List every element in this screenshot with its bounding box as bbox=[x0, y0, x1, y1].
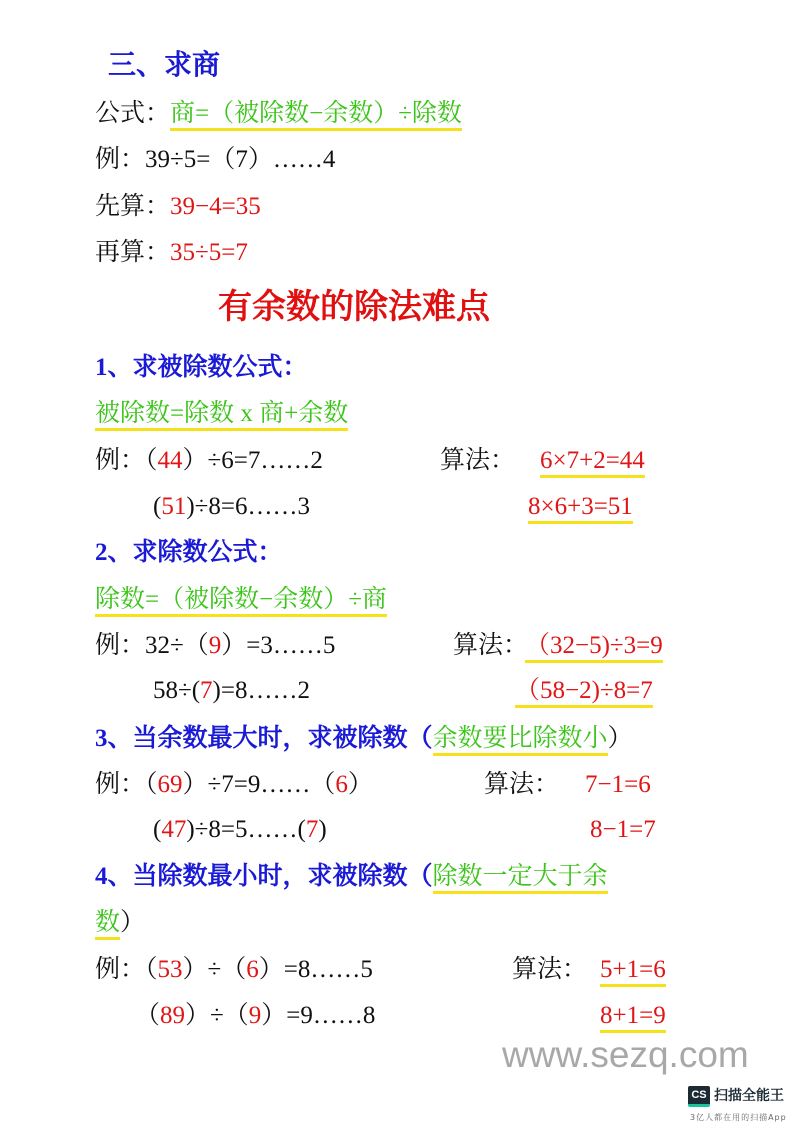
answer: 69 bbox=[157, 771, 183, 798]
text: 58÷( bbox=[153, 677, 201, 704]
calc bbox=[540, 445, 645, 477]
text: 例：32÷（ bbox=[95, 632, 209, 659]
answer: 6 bbox=[335, 771, 348, 798]
answer: 9 bbox=[248, 1002, 262, 1029]
answer: 53 bbox=[157, 956, 183, 983]
step2-line bbox=[95, 237, 248, 269]
heading: 3、当余数最大时，求被除数（ bbox=[95, 725, 433, 752]
calc bbox=[515, 675, 653, 707]
text: ）÷6=7……2 bbox=[182, 447, 323, 474]
formula-line bbox=[95, 98, 462, 130]
watermark-site: www.sezq.com bbox=[502, 1034, 749, 1075]
part2-example1 bbox=[95, 630, 335, 662]
answer: 89 bbox=[160, 1002, 186, 1029]
method-label: 算法： bbox=[512, 956, 588, 983]
text: ）=9……8 bbox=[261, 1002, 376, 1029]
part2-example2 bbox=[153, 675, 310, 707]
calc-text: （32−5)÷3=9 bbox=[525, 632, 663, 663]
calc bbox=[600, 954, 666, 986]
part1-formula bbox=[95, 398, 348, 430]
camscanner-logo-icon: CS bbox=[688, 1086, 710, 1107]
text: 例：（ bbox=[95, 771, 158, 798]
answer: 6 bbox=[246, 956, 259, 983]
part4-example2 bbox=[135, 1000, 375, 1032]
text: )÷8=6……3 bbox=[186, 493, 310, 520]
part1-example1 bbox=[95, 445, 323, 477]
label: 先算： bbox=[95, 193, 171, 220]
answer: 7 bbox=[200, 677, 213, 704]
calc bbox=[528, 491, 633, 523]
text: ）÷（ bbox=[185, 1002, 249, 1029]
formula: 除数=（被除数−余数）÷商 bbox=[95, 586, 387, 617]
note: 除数一定大于余 bbox=[433, 863, 608, 894]
quotient-formula: 商=（被除数−余数）÷除数 bbox=[170, 100, 462, 131]
calc bbox=[525, 630, 663, 662]
part1-heading: 1、求被除数公式： bbox=[95, 354, 308, 381]
brand-name: 扫描全能王 bbox=[714, 1088, 784, 1104]
text: ）=8……5 bbox=[258, 956, 373, 983]
part4-example1 bbox=[95, 954, 373, 986]
calc: 8−1=7 bbox=[590, 816, 656, 843]
step1: 39−4=35 bbox=[170, 193, 261, 220]
label: 再算： bbox=[95, 239, 171, 266]
formula: 被除数=除数 x 商+余数 bbox=[95, 400, 348, 431]
answer: 7 bbox=[305, 816, 319, 843]
text: )=8……2 bbox=[212, 677, 310, 704]
text: （ bbox=[135, 1002, 161, 1029]
example: 例：39÷5=（7）……4 bbox=[95, 146, 336, 173]
step1-line bbox=[95, 191, 261, 223]
part4-heading bbox=[95, 861, 608, 893]
part2-formula bbox=[95, 584, 387, 616]
calc-text: 5+1=6 bbox=[600, 956, 666, 987]
text: ） bbox=[607, 725, 633, 752]
part2-heading: 2、求除数公式： bbox=[95, 539, 283, 566]
method-label: 算法： bbox=[440, 447, 516, 474]
text: )÷8=5……( bbox=[186, 816, 306, 843]
part4-heading-cont bbox=[95, 907, 145, 939]
part3-example1 bbox=[95, 769, 373, 801]
calc bbox=[600, 1000, 666, 1032]
answer: 51 bbox=[161, 493, 187, 520]
brand-slogan: 3亿人都在用的扫描App bbox=[690, 1113, 787, 1122]
page-title: 有余数的除法难点 bbox=[218, 289, 490, 326]
section-heading: 三、求商 bbox=[108, 50, 221, 81]
note: 余数要比除数小 bbox=[433, 725, 608, 756]
step2: 35÷5=7 bbox=[170, 239, 248, 266]
method-label: 算法： bbox=[453, 632, 529, 659]
text: ) bbox=[318, 816, 327, 843]
calc-text: （58−2)÷8=7 bbox=[515, 677, 653, 708]
calc-text: 6×7+2=44 bbox=[540, 447, 645, 478]
note: 数 bbox=[95, 909, 120, 940]
part3-heading bbox=[95, 723, 633, 755]
text: ） bbox=[120, 909, 146, 936]
calc: 7−1=6 bbox=[585, 771, 651, 798]
label: 公式： bbox=[95, 100, 171, 127]
method-label: 算法： bbox=[484, 771, 560, 798]
heading: 4、当除数最小时，求被除数（ bbox=[95, 863, 433, 890]
text: ） bbox=[347, 771, 373, 798]
calc-text: 8×6+3=51 bbox=[528, 493, 633, 524]
answer: 44 bbox=[157, 447, 183, 474]
text: ( bbox=[153, 816, 162, 843]
part3-example2 bbox=[153, 814, 327, 846]
text: ）÷（ bbox=[182, 956, 247, 983]
text: ）÷7=9……（ bbox=[182, 771, 336, 798]
text: 例：（ bbox=[95, 956, 158, 983]
answer: 47 bbox=[161, 816, 187, 843]
text: ）=3……5 bbox=[221, 632, 336, 659]
answer: 9 bbox=[208, 632, 222, 659]
text: ( bbox=[153, 493, 162, 520]
part1-example2 bbox=[153, 491, 310, 523]
text: 例：（ bbox=[95, 447, 158, 474]
calc-text: 8+1=9 bbox=[600, 1002, 666, 1033]
